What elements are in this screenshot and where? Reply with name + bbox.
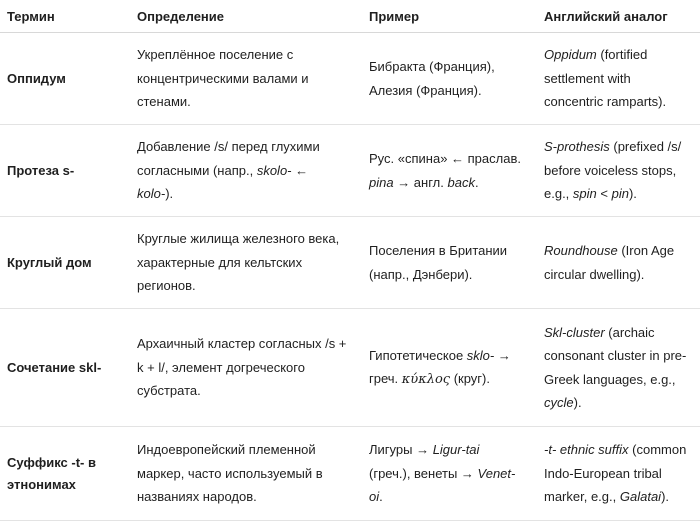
english-gloss: ). bbox=[661, 489, 670, 505]
example-text: → греч. bbox=[369, 347, 511, 386]
english-cell bbox=[530, 33, 700, 125]
example-form: back bbox=[447, 174, 475, 190]
example-cell bbox=[355, 309, 530, 427]
table-row bbox=[0, 427, 700, 521]
example-form: pina bbox=[369, 174, 394, 190]
definition-cell: Круглые жилища железного века, характерные для кельтских регионов. bbox=[123, 217, 355, 309]
example-text: → англ. bbox=[393, 174, 448, 190]
table-row bbox=[0, 125, 700, 217]
example-text: (круг). bbox=[450, 371, 490, 386]
header-example: Пример bbox=[355, 0, 530, 33]
example-cell: Бибракта (Франция), Алезия (Франция). bbox=[355, 33, 530, 125]
term-cell: Протеза s- bbox=[0, 125, 123, 217]
english-form: Galatai bbox=[619, 489, 662, 505]
english-form: spin bbox=[572, 186, 597, 202]
example-text: Гипотетическое bbox=[369, 347, 467, 363]
english-gloss: ). bbox=[628, 186, 637, 202]
header-term: Термин bbox=[0, 0, 123, 33]
example-cell bbox=[355, 427, 530, 521]
english-term: Skl-cluster bbox=[544, 324, 605, 340]
example-cell bbox=[355, 125, 530, 217]
example-greek-form: κύκλος bbox=[401, 372, 451, 387]
example-text: Рус. «спина» ← праслав. bbox=[369, 151, 521, 166]
english-form: pin bbox=[611, 186, 629, 202]
term-cell: Сочетание skl- bbox=[0, 309, 123, 427]
example-text: . bbox=[474, 174, 479, 190]
english-gloss: (prefixed /s/ before voiceless stops, e.g., bbox=[544, 139, 682, 202]
definition-cell bbox=[123, 125, 355, 217]
example-form: Venet-oi bbox=[369, 465, 516, 505]
table-row bbox=[0, 309, 700, 427]
english-term: -t- ethnic suffix bbox=[544, 442, 629, 458]
header-definition: Определение bbox=[123, 0, 355, 33]
english-gloss: (fortified settlement with concentric ramparts). bbox=[544, 47, 667, 110]
definition-text: Добавление /s/ перед глухими согласными (напр., bbox=[137, 139, 320, 178]
english-form: cycle bbox=[544, 395, 574, 410]
example-text: Лигуры → bbox=[369, 442, 433, 458]
definition-text: ← bbox=[291, 162, 309, 178]
example-form: Ligur-tai bbox=[432, 442, 480, 458]
table-row bbox=[0, 33, 700, 125]
example-text: . bbox=[379, 489, 383, 505]
english-term: Roundhouse bbox=[544, 243, 618, 258]
english-term: Oppidum bbox=[544, 47, 597, 63]
english-gloss: (archaic consonant cluster in pre-Greek languages, e.g., bbox=[544, 324, 687, 387]
term-cell: Оппидум bbox=[0, 33, 123, 125]
example-form: sklo- bbox=[466, 347, 495, 363]
header-english: Английский аналог bbox=[530, 0, 700, 33]
term-cell: Суффикс -t- в этнонимах bbox=[0, 427, 123, 521]
definition-cell: Архаичный кластер согласных /s + k + l/, элемент догреческого субстрата. bbox=[123, 309, 355, 427]
english-gloss: < bbox=[596, 186, 612, 202]
english-cell bbox=[530, 427, 700, 521]
definition-cell: Индоевропейский племенной маркер, часто используемый в названиях народов. bbox=[123, 427, 355, 521]
definition-form: skolo- bbox=[256, 162, 292, 178]
english-cell bbox=[530, 217, 700, 309]
example-cell: Поселения в Британии (напр., Дэнбери). bbox=[355, 217, 530, 309]
example-text: (греч.), венеты → bbox=[369, 465, 478, 481]
english-gloss: ). bbox=[573, 395, 582, 410]
english-gloss: (common Indo-European tribal marker, e.g., bbox=[544, 442, 687, 505]
term-cell: Круглый дом bbox=[0, 217, 123, 309]
definition-text: ). bbox=[165, 186, 174, 202]
english-cell bbox=[530, 125, 700, 217]
english-cell bbox=[530, 309, 700, 427]
table-header-row bbox=[0, 0, 700, 33]
definition-form: kolo- bbox=[137, 186, 166, 202]
table-row bbox=[0, 217, 700, 309]
english-term: S-prothesis bbox=[544, 139, 610, 155]
english-gloss: (Iron Age circular dwelling). bbox=[544, 243, 675, 282]
definition-cell: Укреплённое поселение с концентрическими валами и стенами. bbox=[123, 33, 355, 125]
